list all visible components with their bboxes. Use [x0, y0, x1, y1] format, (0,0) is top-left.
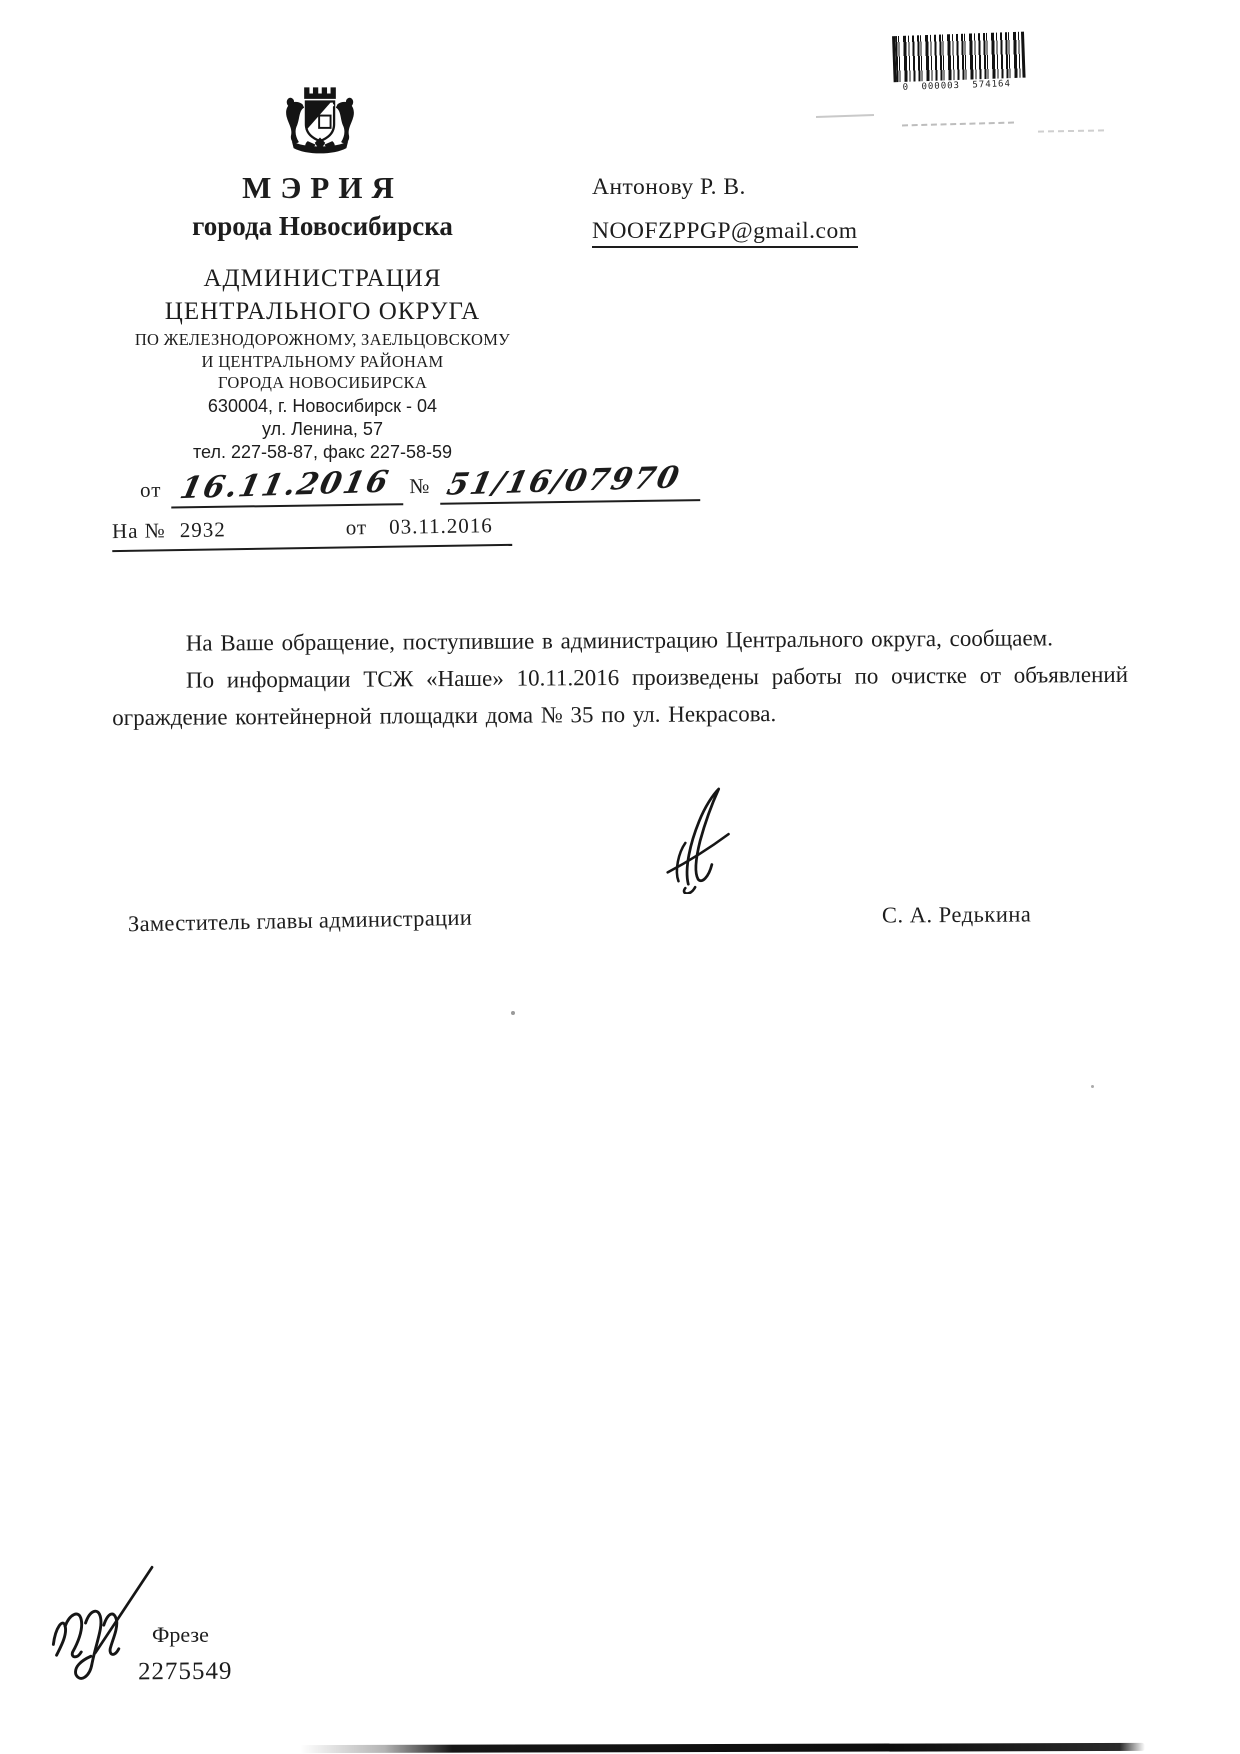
recipient-block: [592, 176, 858, 248]
scan-artifact-dash: [816, 114, 874, 118]
novosibirsk-coat-of-arms-icon: [276, 86, 364, 168]
scan-artifact-dash: [902, 122, 1014, 127]
body-paragraph: На Ваше обращение, поступившие в администрацию Центрального округа, сообщаем.: [185, 625, 1053, 656]
registration-barcode: [892, 32, 1020, 93]
letter-body: [112, 619, 1129, 736]
scan-artifact-speck: [511, 1011, 515, 1015]
signatory-title: Заместитель главы администрации: [127, 904, 473, 937]
department-line1: АДМИНИСТРАЦИЯ: [203, 265, 442, 292]
scan-artifact-bottom-edge: [300, 1743, 1145, 1753]
scan-artifact-speck: [1091, 1085, 1094, 1088]
postal-address-line2: ул. Ленина, 57: [262, 418, 383, 439]
barcode-icon: [892, 32, 1026, 83]
barcode-digits: 0 000003 574164: [902, 79, 1012, 93]
incoming-date-label: от: [345, 515, 368, 540]
department-line2: ЦЕНТРАЛЬНОГО ОКРУГА: [164, 298, 481, 325]
incoming-number-label: На №: [111, 518, 166, 544]
phone-fax-line: тел. 227-58-87, факс 227-58-59: [193, 441, 452, 462]
postal-address-line1: 630004, г. Новосибирск - 04: [207, 395, 438, 416]
department-line4: И ЦЕНТРАЛЬНОМУ РАЙОНАМ: [201, 351, 444, 371]
body-paragraph: По информации ТСЖ «Наше» 10.11.2016 произведены работы по очистке от объявлений ограждение контейнерной площадки дома № 35 по ул. Некрасова.: [112, 661, 1129, 731]
scan-artifact-dash: [1038, 129, 1104, 132]
department-line3: ПО ЖЕЛЕЗНОДОРОЖНОМУ, ЗАЕЛЬЦОВСКОМУ: [134, 330, 511, 349]
incoming-number: 2932: [179, 517, 226, 543]
signatory-name: С. А. Редькина: [881, 901, 1032, 928]
recipient-email: NOOFZPPGP@gmail.com: [592, 220, 858, 249]
incoming-reference-line: [112, 513, 512, 552]
recipient-name: Антонову Р. В.: [592, 174, 746, 200]
org-name-line2: города Новосибирска: [192, 211, 453, 241]
department-line5: ГОРОДА НОВОСИБИРСКА: [217, 373, 428, 392]
outgoing-date-label: от: [139, 477, 162, 502]
executor-phone: 2275549: [137, 1657, 233, 1686]
outgoing-number-label: №: [409, 473, 431, 499]
handwritten-signature-icon: [652, 786, 756, 894]
outgoing-reference-line: [140, 462, 701, 509]
letterhead: [95, 172, 550, 466]
outgoing-date-handwritten: 16.11.2016: [177, 464, 394, 507]
incoming-date: 03.11.2016: [388, 513, 494, 539]
org-name-line1: МЭРИЯ: [242, 170, 403, 205]
outgoing-number-handwritten: 51/16/07970: [444, 460, 685, 503]
executor-name: Фрезе: [152, 1622, 209, 1647]
